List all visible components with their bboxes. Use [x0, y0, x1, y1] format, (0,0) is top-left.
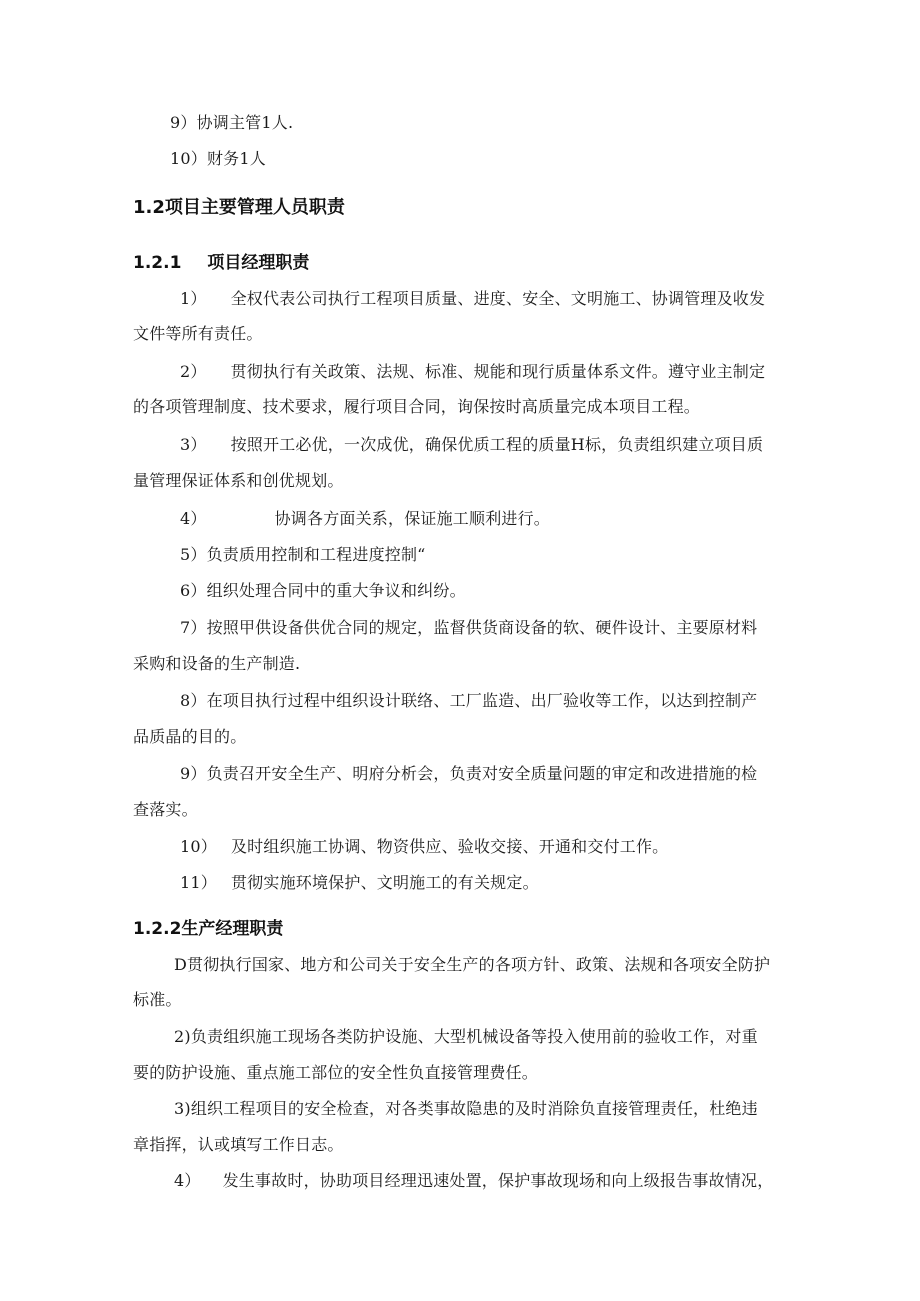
- pm-duty-7-cont: 采购和设备的生产制造.: [133, 654, 301, 673]
- duty-text: 贯彻执行有关政策、法规、标准、规能和现行质量体系文件。遵守业主制定: [230, 362, 766, 381]
- duty-text: 全权代表公司执行工程项目质量、进度、安全、文明施工、协调管理及收发: [230, 289, 766, 308]
- pm-duty-8-cont: 品质晶的目的。: [133, 727, 247, 746]
- prod-duty-1-cont: 标准。: [133, 990, 182, 1009]
- pm-duty-8: 8）在项目执行过程中组织设计联络、工厂监造、出厂验收等工作，以达到控制产: [180, 691, 758, 710]
- section-heading-1-2-2: 1.2.2生产经理职责: [133, 919, 284, 939]
- duty-text: 发生事故时，协助项目经理迅速处置，保护事故现场和向上级报告事故情况，: [222, 1171, 774, 1190]
- pm-duty-9: 9）负责召开安全生产、明府分析会，负责对安全质量问题的审定和改进措施的检: [180, 764, 758, 783]
- duty-number: 4）: [180, 509, 207, 528]
- duty-number: 4）: [174, 1171, 201, 1190]
- prod-duty-2-cont: 要的防护设施、重点施工部位的安全性负直接管理费任。: [133, 1063, 539, 1082]
- pm-duty-10: [180, 836, 668, 858]
- list-item-coordinator: 9）协调主管1人.: [170, 113, 294, 132]
- prod-duty-3-cont: 章指挥，认或填写工作日志。: [133, 1135, 344, 1154]
- pm-duty-3: [180, 434, 763, 456]
- section-heading-1-2: 1.2项目主要管理人员职责: [133, 197, 345, 218]
- pm-duty-4: [180, 508, 550, 530]
- prod-duty-1: D贯彻执行国家、地方和公司关于安全生产的各项方针、政策、法规和各项安全防护: [174, 955, 771, 974]
- pm-duty-1: [180, 288, 765, 310]
- duty-number: 3）: [180, 435, 207, 454]
- duty-text: 及时组织施工协调、物资供应、验收交接、开通和交付工作。: [230, 837, 669, 856]
- prod-duty-3: 3)组织工程项目的安全检查，对各类事故隐患的及时消除负直接管理责任，杜绝违: [174, 1099, 758, 1118]
- pm-duty-7: 7）按照甲供设备供优合同的规定，监督供货商设备的软、硬件设计、主要原材料: [180, 618, 758, 637]
- duty-number: 10）: [180, 837, 217, 856]
- prod-duty-2: 2)负责组织施工现场各类防护设施、大型机械设备等投入使用前的验收工作，对重: [174, 1027, 758, 1046]
- duty-text: 协调各方面关系，保证施工顺利进行。: [274, 509, 550, 528]
- pm-duty-3-cont: 量管理保证体系和创优规划。: [133, 471, 344, 490]
- pm-duty-11: [180, 872, 539, 894]
- duty-text: 按照开工必优，一次成优，确保优质工程的质量H标，负责组织建立项目质: [230, 435, 764, 454]
- pm-duty-5: 5）负责质用控制和工程进度控制“: [180, 545, 426, 564]
- duty-number: 11）: [180, 873, 217, 892]
- section-heading-1-2-1: [133, 251, 309, 275]
- section-number: 1.2.1: [133, 253, 182, 273]
- duty-text: 贯彻实施环境保护、文明施工的有关规定。: [230, 873, 539, 892]
- duty-number: 2）: [180, 362, 207, 381]
- pm-duty-2: [180, 361, 765, 383]
- list-item-finance: 10）财务1人: [170, 149, 266, 168]
- duty-number: 1）: [180, 289, 207, 308]
- pm-duty-2-cont: 的各项管理制度、技术要求，履行项目合同，询保按时高质量完成本项目工程。: [133, 397, 701, 416]
- prod-duty-4: [174, 1170, 773, 1192]
- pm-duty-6: 6）组织处理合同中的重大争议和纠纷。: [180, 581, 466, 600]
- section-title: 项目经理职责: [207, 253, 310, 273]
- pm-duty-1-cont: 文件等所有责任。: [133, 324, 263, 343]
- pm-duty-9-cont: 查落实。: [133, 800, 198, 819]
